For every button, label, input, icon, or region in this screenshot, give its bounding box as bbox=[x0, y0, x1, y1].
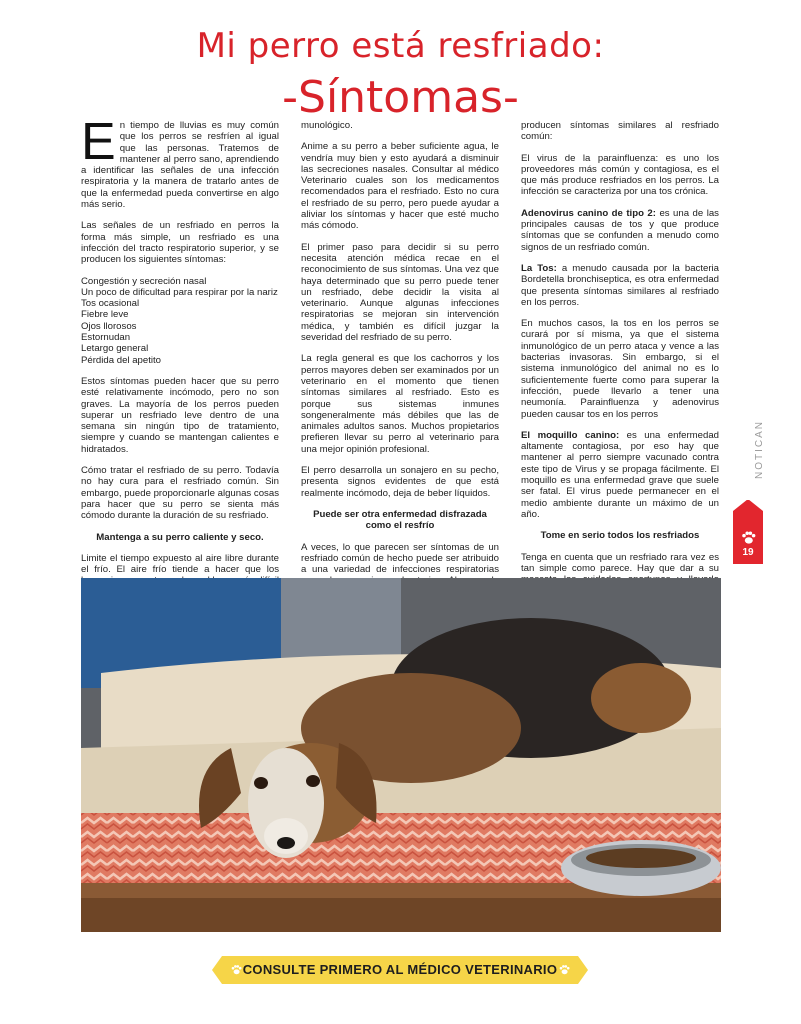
banner-text: CONSULTE PRIMERO AL MÉDICO VETERINARIO bbox=[242, 962, 558, 977]
paragraph: Limite el tiempo expuesto al aire libre durante el frío. El aire frío tiende a hacer que los bbox=[81, 552, 279, 576]
paragraph: Las señales de un resfriado en perros la forma más simple, un resfriado es una infección del tracto respiratorio superior, y se producen los siguientes síntomas: bbox=[81, 220, 279, 266]
paragraph: Cómo tratar el resfriado de su perro. Todavía no hay cura para el resfriado común. Sin embargo, puede proporcionarle algunas cosas para hacer que su perro se sienta más cómodo durante la duración de su resfriado. bbox=[81, 465, 279, 522]
term: Adenovirus canino de tipo 2: bbox=[521, 207, 656, 219]
paragraph: Tenga en cuenta que un resfriado rara vez es tan simple como parece. Hay que dar a su bbox=[521, 551, 719, 574]
paragraph: El primer paso para decidir si su perro necesita atención médica recae en el reconocimiento de sus síntomas. Una vez que haya determinado que su perro puede tener un resfriado, debe decidir la visita al veterinario. Aunque algunas infecciones respiratorias se mejoran sin intervención médica, y también es difícil juzgar la severidad del resfriado de su perro. bbox=[301, 241, 499, 344]
paw-icon bbox=[740, 530, 756, 546]
intro-text: n tiempo de lluvias es muy común que los perros se resfríen al igual que las personas. Tratemos de mantener al perro sano, aprendiendo a identificar las señales de una infección respiratoria y la manera de tratarlo antes de que la enfermedad pueda convertirse en algo más serio. bbox=[81, 120, 279, 211]
column-3 bbox=[521, 120, 719, 574]
paragraph bbox=[521, 263, 719, 308]
paragraph: munológico. bbox=[301, 120, 353, 131]
paragraph: El perro desarrolla un sonajero en su pecho, presenta signos evidentes de que está realmente incómodo, deja de beber líquidos. bbox=[301, 465, 499, 499]
drop-cap: E bbox=[81, 113, 116, 171]
symptom-item: Fiebre leve bbox=[81, 309, 129, 321]
definition: es una enfermedad altamente contagiosa, por eso hay que mantener al perro siempre vacunado contra este tipo de Virus y se propaga fácilmente. El moquillo es una enfermedad grave que suele ser fatal. El virus puede permanecer en el medio ambiente durante un máximo de un año. bbox=[521, 429, 719, 520]
definition: es una de las principales causas de tos y que produce síntomas que se confunden a menudo como signos de un resfriado común. bbox=[521, 207, 719, 253]
symptom-item: Tos ocasional bbox=[81, 298, 140, 310]
article-columns bbox=[81, 113, 721, 576]
subheading: Mantenga a su perro caliente y seco. bbox=[96, 531, 264, 543]
paw-icon bbox=[558, 964, 570, 976]
dog-illustration bbox=[81, 578, 721, 932]
symptom-list bbox=[81, 276, 279, 366]
symptom-item: Congestión y secreción nasal bbox=[81, 275, 207, 287]
definition: a menudo causada por la bacteria Bordetella bronchiseptica, es otra enfermedad que presenta síntomas similares al resfriado en los perros. bbox=[521, 262, 719, 308]
column-1 bbox=[81, 113, 279, 576]
paragraph: Anime a su perro a beber suficiente agua, le vendría muy bien y esto ayudará a disminuir las secreciones nasales. Consultar al médico Veterinario cuales son los medicamentos recomendados para el resfriado. Esto no cura el resfriado de su perro, pero puede ayudar a aliviar los síntomas y hacer que esté mucho más cómodo. bbox=[301, 141, 499, 232]
footer-banner bbox=[212, 956, 588, 984]
tab-notch bbox=[733, 499, 763, 511]
paragraph: producen síntomas similares al resfriado común: bbox=[521, 120, 719, 143]
page-number: 19 bbox=[742, 547, 754, 558]
title-line-1: Mi perro está resfriado: bbox=[196, 26, 605, 66]
paragraph: Estos síntomas pueden hacer que su perro esté relativamente incómodo, pero no son graves. La mayoría de los perros pueden superar un resfriado leve dentro de una semana sin ningún tipo de tratamiento, siempre y cuando se mantengan calientes e hidratados. bbox=[81, 375, 279, 455]
term: El moquillo canino: bbox=[521, 429, 620, 441]
symptom-item: Estornudan bbox=[81, 332, 131, 344]
symptom-item: Letargo general bbox=[81, 343, 149, 355]
paragraph bbox=[521, 208, 719, 253]
column-2 bbox=[301, 120, 499, 576]
page-tab bbox=[733, 500, 763, 564]
title-line-2: -Síntomas- bbox=[282, 72, 519, 123]
paragraph: El virus de la parainfluenza: es uno los proveedores más común y contagiosa, es el que más produce resfriados en los perros. La infección se caracteriza por una tos crónica. bbox=[521, 152, 719, 198]
intro-paragraph bbox=[81, 113, 279, 211]
dog-photo bbox=[81, 578, 721, 932]
symptom-item: Pérdida del apetito bbox=[81, 354, 162, 366]
symptom-item: Ojos llorosos bbox=[81, 320, 137, 332]
paragraph: La regla general es que los cachorros y los perros mayores deben ser examinados por un veterinario en el momento que tienen síntomas similares al resfriado. Esto es porque sus sistemas inmunes songeneralmente más débiles que las de animales adultos sanos. Muchos propietarios prefieren llevar su perro al veterinario para una mejor opinión profesional. bbox=[301, 353, 499, 455]
brand-label: NOTICAN bbox=[754, 420, 765, 479]
symptom-item: Un poco de dificultad para respirar por la nariz bbox=[81, 286, 278, 298]
paragraph: A veces, lo que parecen ser síntomas de un resfriado común de hecho puede ser atribuido a una variedad de infecciones respiratorias bbox=[301, 541, 499, 576]
term: La Tos: bbox=[521, 262, 557, 274]
subheading: Puede ser otra enfermedad disfrazada como el resfrío bbox=[313, 508, 487, 532]
paragraph: En muchos casos, la tos en los perros se curará por sí misma, ya que el sistema inmunológico de un perro ataca y vence a las bacterias invasoras. Sin embargo, si el sistema inmunológico del animal no es lo suficientemente fuerte como para superar la infección, puede llevarlo a tener una neumonía. Parainfluenza y adenovirus pueden causar tos en los perros bbox=[521, 318, 719, 420]
paragraph bbox=[521, 430, 719, 520]
subheading: Tome en serio todos los resfriados bbox=[540, 530, 700, 542]
